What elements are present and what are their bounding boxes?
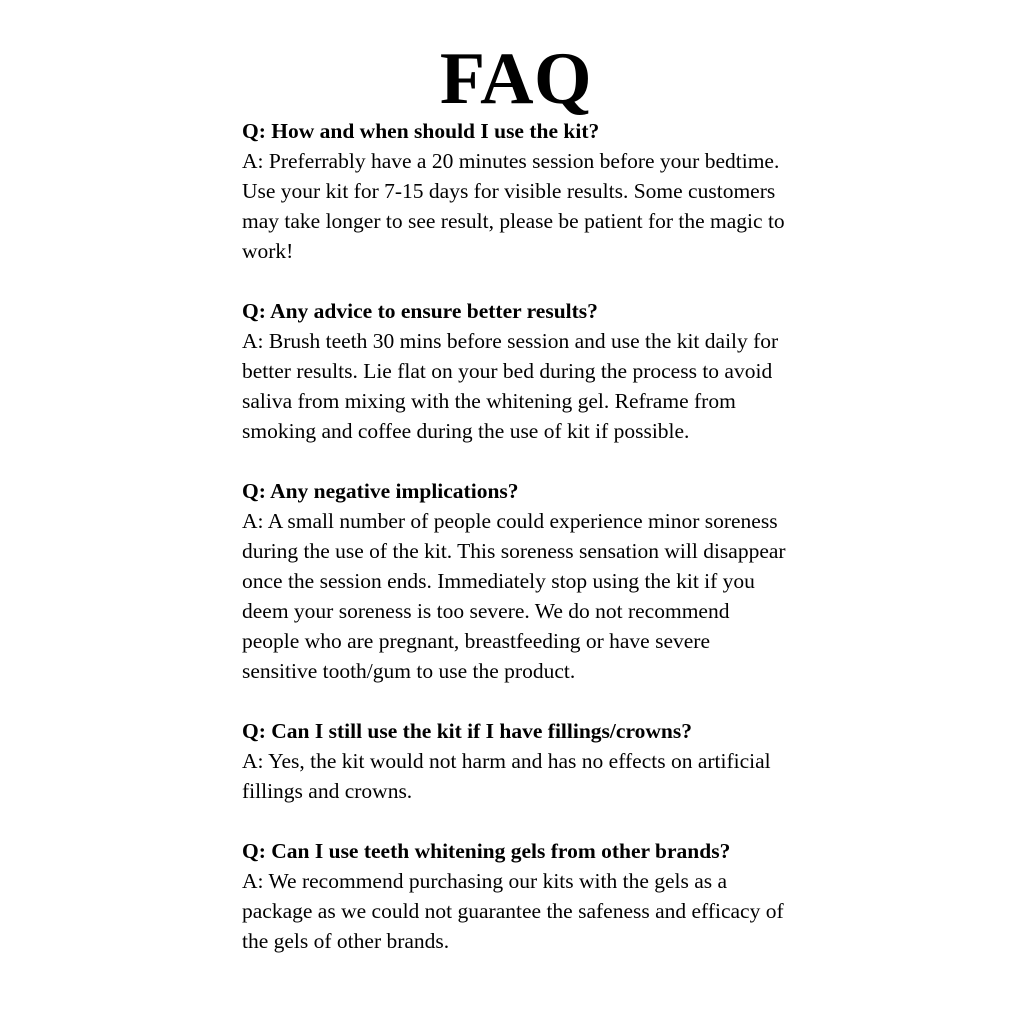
answer-text: A: Yes, the kit would not harm and has no effects on artificial fillings and crowns. (242, 749, 771, 803)
page-title: FAQ (439, 38, 593, 120)
faq-item (242, 296, 790, 446)
faq-item (242, 716, 790, 806)
answer-text: A: Preferrably have a 20 minutes session before your bedtime. Use your kit for 7-15 days for visible results. Some customers may take longer to see result, please be patient for the magic to work! (242, 149, 785, 263)
question-text: Q: Any negative implications? (242, 479, 519, 503)
faq-item (242, 116, 790, 266)
answer-text: A: We recommend purchasing our kits with the gels as a package as we could not guarantee the safeness and efficacy of the gels of other brands. (242, 869, 784, 953)
faq-item (242, 836, 790, 956)
question-text: Q: Any advice to ensure better results? (242, 299, 598, 323)
faq-content (242, 0, 790, 956)
answer-text: A: Brush teeth 30 mins before session and use the kit daily for better results. Lie flat on your bed during the process to avoid saliva from mixing with the whitening gel. Reframe from smoking and coffee during the use of kit if possible. (242, 329, 779, 443)
faq-list (242, 116, 790, 956)
faq-item (242, 476, 790, 686)
answer-text: A: A small number of people could experience minor soreness during the use of the kit. This soreness sensation will disappear once the session ends. Immediately stop using the kit if you deem your soreness is too severe. We do not recommend people who are pregnant, breastfeeding or have severe sensitive tooth/gum to use the product. (242, 509, 786, 683)
question-text: Q: Can I use teeth whitening gels from other brands? (242, 839, 731, 863)
question-text: Q: How and when should I use the kit? (242, 119, 600, 143)
question-text: Q: Can I still use the kit if I have fillings/crowns? (242, 719, 692, 743)
